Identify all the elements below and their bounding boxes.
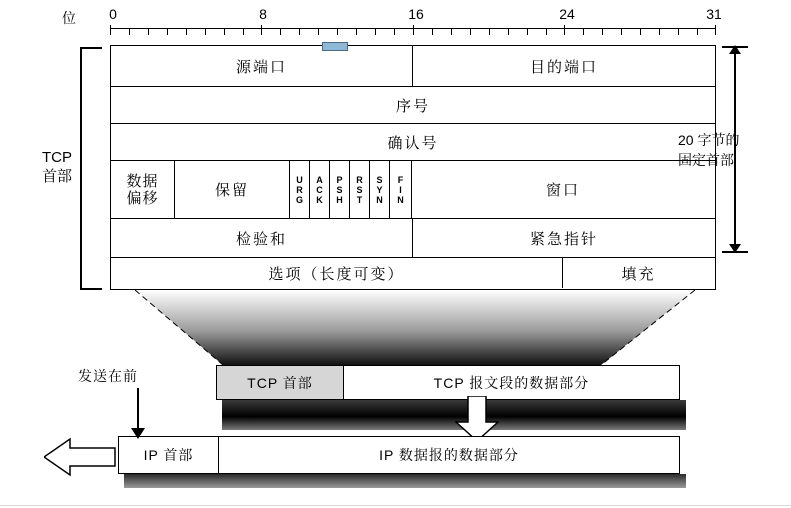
ruler-tick-minor (470, 28, 471, 35)
tcp-segment-data-block: TCP 报文段的数据部分 (433, 374, 590, 391)
tcp-header-label (36, 148, 78, 186)
field-checksum: 检验和 (111, 219, 413, 257)
field-destination-port: 目的端口 (529, 58, 598, 76)
field-data-offset (111, 161, 175, 218)
ruler-tick-minor (243, 28, 244, 35)
ruler-tick-minor (167, 28, 168, 35)
tcp-header-brace (80, 47, 82, 290)
ruler-tick-minor (621, 28, 622, 35)
ruler-tick-31 (715, 25, 716, 35)
table-row (111, 87, 715, 124)
ruler-number-0: 0 (109, 6, 117, 22)
ruler-tick-minor (583, 28, 584, 35)
field-window: 窗口 (545, 182, 580, 199)
ruler-tick-minor (337, 28, 338, 35)
field-flag-syn: S Y N (370, 161, 390, 218)
table-row (111, 124, 715, 161)
tcp-segment-header-block: TCP 首部 (217, 366, 344, 399)
send-first-arrow-stem (137, 388, 139, 430)
arrow-down-icon (729, 244, 741, 253)
ruler-tick-minor (546, 28, 547, 35)
ruler-tick-minor (640, 28, 641, 35)
ruler-tick-minor (186, 28, 187, 35)
field-flag-psh: P S H (330, 161, 350, 218)
field-flag-fin: F I N (390, 161, 412, 218)
fixed-header-size-line2: 固定首部 (678, 152, 734, 168)
field-source-port: 源端口 (111, 46, 413, 86)
page-bottom-divider (0, 505, 791, 506)
tcp-header-label-line2: 首部 (41, 168, 72, 185)
ruler-tick-24 (564, 25, 565, 35)
ruler-tick-minor (508, 28, 509, 35)
ruler-number-16: 16 (408, 6, 424, 22)
ruler-tick-minor (697, 28, 698, 35)
ruler-tick-minor (205, 28, 206, 35)
ruler-number-31: 31 (706, 6, 722, 22)
tcp-segment-bar (216, 365, 680, 400)
arrow-up-icon (729, 45, 741, 54)
field-reserved: 保留 (175, 161, 290, 218)
ruler-tick-minor (280, 28, 281, 35)
tcp-segment-shadow (222, 400, 686, 430)
ruler-tick-minor (527, 28, 528, 35)
ruler-tick-0 (110, 25, 111, 35)
ruler-tick-minor (489, 28, 490, 35)
ruler-tick-minor (602, 28, 603, 35)
field-data-offset-line2: 偏移 (126, 189, 159, 207)
transmission-direction-arrow-icon (44, 437, 116, 477)
tcp-header-brace-top (80, 47, 102, 49)
field-urgent-pointer: 紧急指针 (529, 230, 598, 248)
ip-datagram-bar (118, 436, 680, 474)
ruler-tick-minor (394, 28, 395, 35)
ruler-tick-8 (261, 25, 262, 35)
field-padding: 填充 (621, 265, 656, 283)
field-flag-ack: A C K (310, 161, 330, 218)
table-row (111, 46, 715, 87)
field-acknowledgement-number: 确认号 (387, 134, 439, 152)
field-sequence-number: 序号 (395, 97, 430, 115)
table-row (111, 258, 715, 288)
field-options: 选项（长度可变） (111, 258, 563, 288)
tcp-header-brace-bottom (80, 288, 102, 290)
ruler-tick-minor (224, 28, 225, 35)
arrow-down-icon (131, 428, 145, 439)
ruler-tick-minor (129, 28, 130, 35)
ip-header-block: IP 首部 (119, 437, 219, 473)
ruler-tick-minor (451, 28, 452, 35)
tcp-header-table (110, 45, 716, 290)
ip-data-block: IP 数据报的数据部分 (379, 447, 519, 463)
ruler-tick-minor (356, 28, 357, 35)
ruler-tick-minor (659, 28, 660, 35)
header-expansion-connector (135, 290, 695, 365)
ruler-tick-minor (432, 28, 433, 35)
table-row (111, 219, 715, 258)
table-row (111, 161, 715, 219)
ruler-number-24: 24 (559, 6, 575, 22)
ruler-tick-minor (299, 28, 300, 35)
tcp-header-label-line1: TCP (42, 149, 72, 166)
field-flag-rst: R S T (350, 161, 370, 218)
bit-position-label: 位 (62, 10, 76, 26)
ruler-tick-minor (375, 28, 376, 35)
field-data-offset-line1: 数据 (126, 172, 159, 190)
field-flag-urg: U R G (290, 161, 310, 218)
ruler-tick-minor (678, 28, 679, 35)
fixed-header-size-line1: 20 字节的 (678, 132, 740, 148)
ruler-tick-16 (413, 25, 414, 35)
ip-datagram-shadow (124, 474, 686, 488)
selection-marker (322, 42, 348, 51)
send-first-label: 发送在前 (78, 368, 138, 384)
ruler-tick-minor (318, 28, 319, 35)
ruler-number-8: 8 (259, 6, 267, 22)
ruler-tick-minor (148, 28, 149, 35)
